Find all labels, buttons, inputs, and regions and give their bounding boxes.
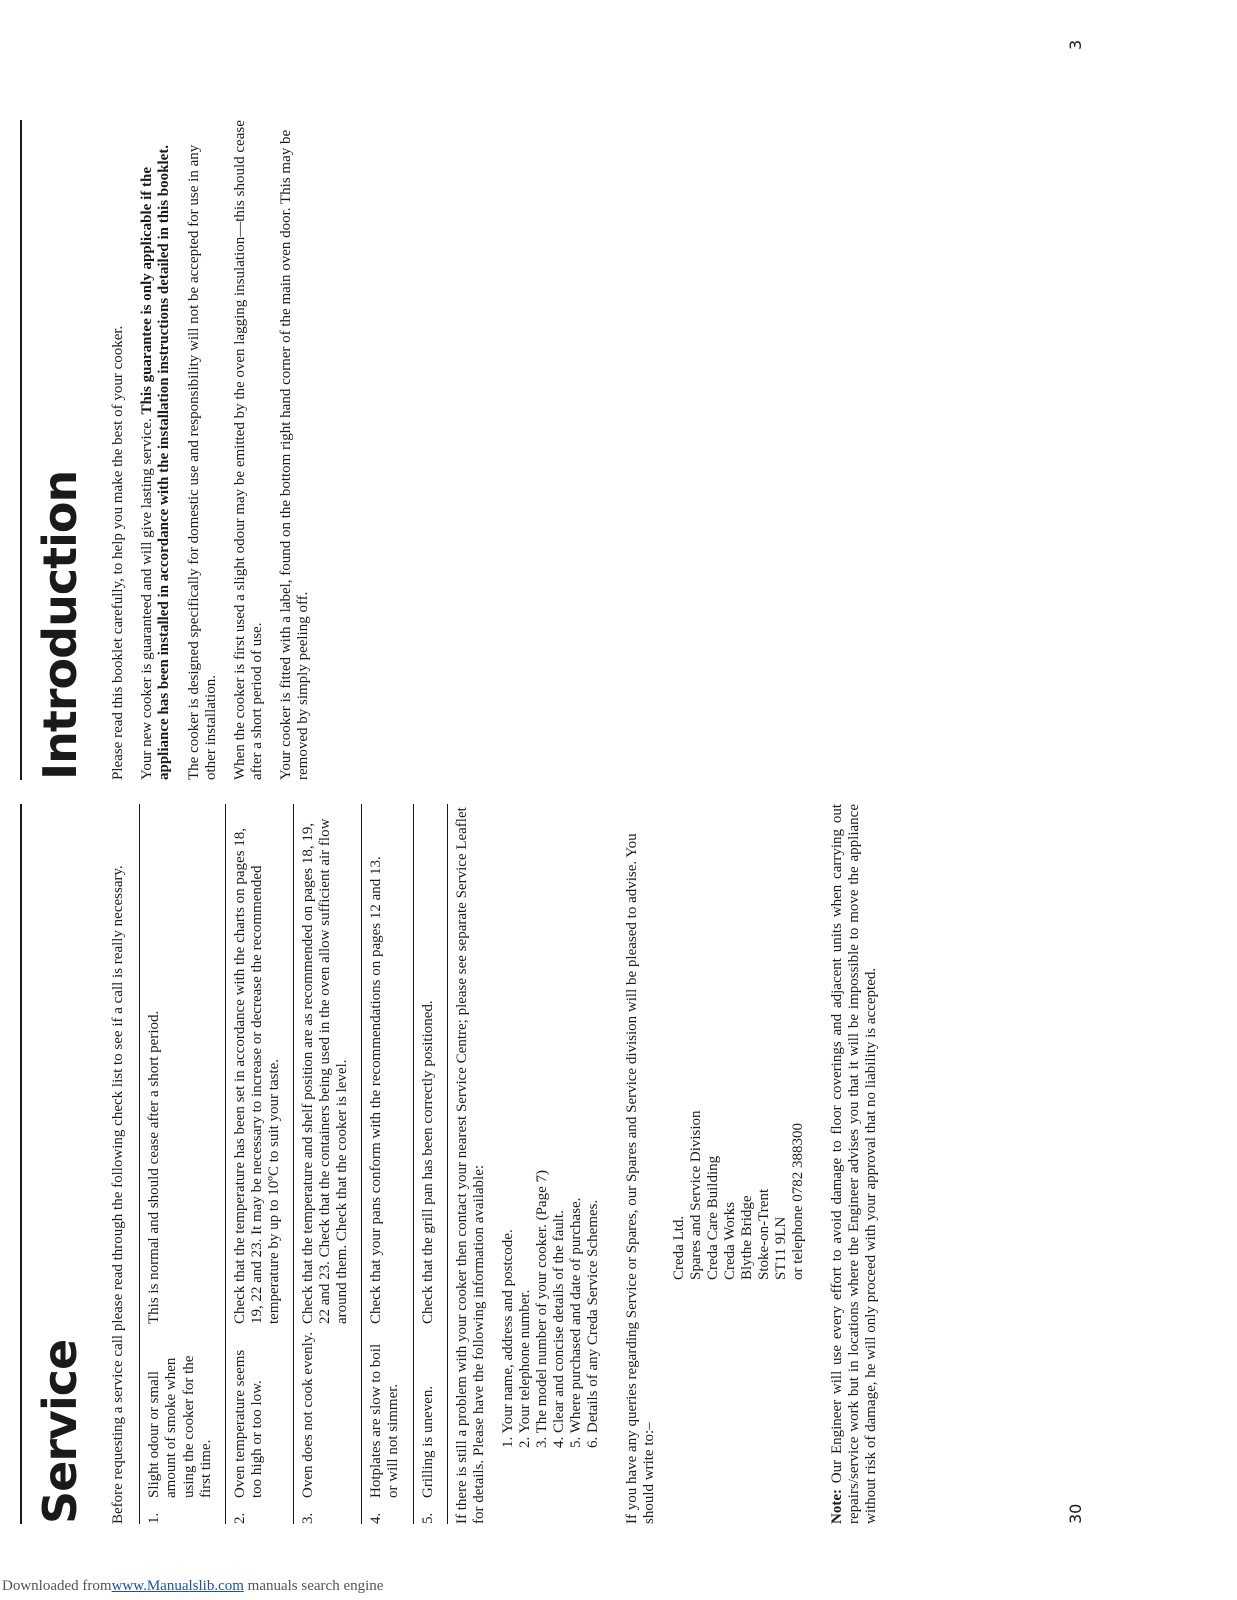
checklist-remedy: This is normal and should cease after a short period. [140,804,225,1324]
service-top-rule [20,804,22,1524]
address-line: Stoke-on-Trent [756,1188,773,1280]
checklist-number: 2. [225,1498,293,1524]
checklist-number: 1. [140,1498,225,1524]
introduction-p4: When the cooker is first used a slight odour may be emitted by the oven lagging insulation—this should cease after a short period of use. [231,120,265,780]
service-intro: Before requesting a service call please read through the following check list to see if a call is really necessary. [110,865,127,1524]
introduction-p3: The cooker is designed specifically for domestic use and responsibility will not be accepted for use in any other installation. [185,144,219,780]
introduction-p2-plain: Your new cooker is guaranteed and will give lasting service. [139,418,156,780]
checklist-fault: Oven does not cook evenly. [294,1324,362,1498]
service-heading: Service [33,1339,87,1524]
service-address [671,804,808,1280]
introduction-section [20,120,324,780]
address-line: Spares and Service Division [687,1110,704,1280]
info-item: 6. Details of any Creda Service Schemes. [585,1199,602,1448]
info-list [500,804,603,1448]
introduction-p2-bold: This guarantee is only applicable if the appliance has been installed in accordance with the installation instructions detailed in this booklet. [139,144,173,780]
checklist-remedy: Check that the temperature and shelf position are as recommended on pages 18, 19, 22 and 23. Check that the containers being used in the oven allow sufficient air flow around them. Check that the cooker is level. [294,804,362,1324]
checklist-remedy: Check that your pans conform with the recommendations on pages 12 and 13. [362,804,413,1324]
service-checklist [139,804,446,1524]
footer-prefix: Downloaded from [2,1578,112,1594]
service-queries-text: If you have any queries regarding Service or Spares, our Spares and Service division will be pleased to advise. You should write to:– [624,833,658,1524]
info-item: 3. The model number of your cooker. (Page 7) [533,1170,550,1448]
introduction-p5: Your cooker is fitted with a label, found on the bottom right hand corner of the main oven door. This may be removed by simply peeling off. [277,129,312,780]
checklist-row [413,804,447,1524]
info-item: 2. Your telephone number. [516,1289,533,1448]
checklist-fault: Hotplates are slow to boil or will not simmer. [362,1324,413,1498]
address-line: Creda Ltd. [670,1215,687,1280]
checklist-fault: Grilling is uneven. [413,1324,447,1498]
service-contact-text: If there is still a problem with your cooker then contact your nearest Service Centre; please see separate Service Leaflet for details. Please have the following information available: [447,804,488,1524]
info-item: 5. Where purchased and date of purchase. [568,1197,585,1448]
introduction-top-rule [20,120,22,780]
address-line: or telephone 0782 388300 [790,1122,807,1280]
note-label: Note: [829,1489,846,1524]
checklist-number: 5. [413,1498,447,1524]
service-section [20,804,881,1524]
checklist-number: 3. [294,1498,362,1524]
service-note [829,804,880,1524]
checklist-fault: Oven temperature seems too high or too low. [225,1324,293,1498]
address-line: Creda Care Building [704,1155,721,1280]
checklist-row [140,804,225,1524]
rotated-page [20,0,1120,1560]
checklist-remedy: Check that the grill pan has been correctly positioned. [413,804,447,1324]
introduction-heading: Introduction [33,470,87,780]
introduction-p1: Please read this booklet carefully, to help you make the best of your cooker. [110,325,127,780]
info-item: 4. Clear and concise details of the fault. [551,1210,568,1448]
checklist-row [294,804,362,1524]
address-line: Blythe Bridge [738,1195,755,1280]
checklist-row [362,804,413,1524]
footer-link[interactable]: www.Manualslib.com [111,1578,244,1594]
address-line: ST11 9LN [773,1216,790,1280]
page-number-left: 30 [1066,1503,1085,1524]
page-number-right: 3 [1066,39,1085,50]
introduction-p2 [139,120,173,780]
checklist-number: 4. [362,1498,413,1524]
download-footer [2,1578,383,1595]
footer-suffix: manuals search engine [247,1578,384,1594]
info-item: 1. Your name, address and postcode. [499,1229,516,1448]
checklist-remedy: Check that the temperature has been set in accordance with the charts on pages 18, 19, 22 and 23. It may be necessary to increase or decrease the recommended temperature by up to 10ºC to suit your taste. [225,804,293,1324]
note-text: Our Engineer will use every effort to avoid damage to floor coverings and adjacent units when carrying out repairs/service work but in locations where the Engineer advises you that it will be impossible to move the appliance without risk of damage, he will only proceed with your approval that no liability is accepted. [829,803,880,1524]
address-line: Creda Works [721,1201,738,1280]
checklist-row [225,804,293,1524]
checklist-fault: Slight odour or small amount of smoke when using the cooker for the first time. [140,1324,225,1498]
